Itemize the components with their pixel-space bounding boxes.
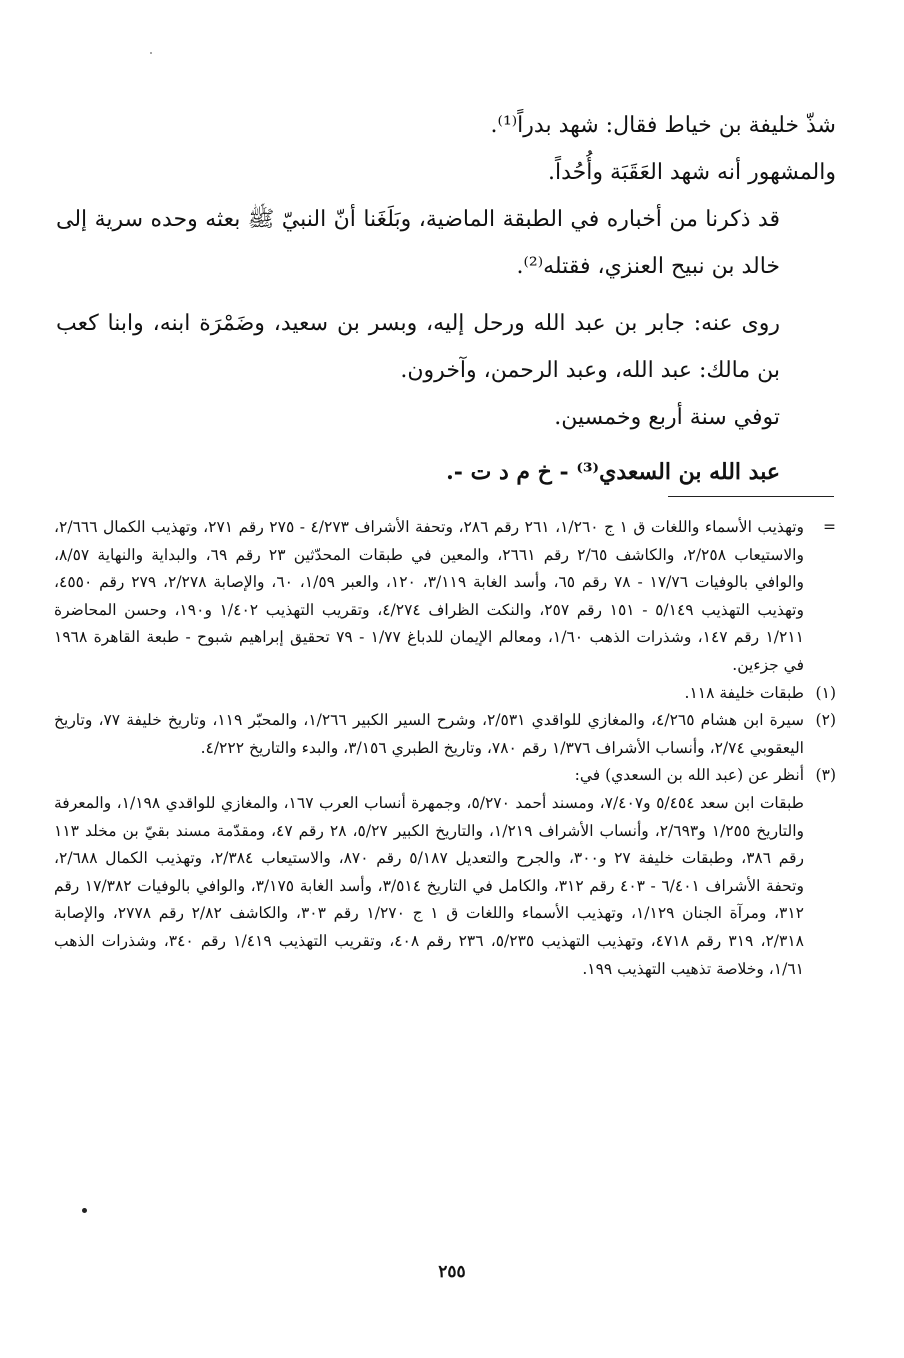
main-line-death: توفي سنة أربع وخمسين. bbox=[554, 405, 780, 430]
continuation-marker: = bbox=[823, 518, 836, 536]
footnote-number: (١) bbox=[815, 683, 836, 702]
footnote-3-sources: طبقات ابن سعد ٥/٤٥٤ و٧/٤٠٧، ومسند أحمد ٥/٢٧٠، وجمهرة أنساب العرب ١٦٧، والمغازي للواقدي ١/١٩٨، والمعرفة والتاريخ ١/٢٥٥ و٢/٦٩٣، وأنساب الأشراف ١/٢١٩، والتاريخ الكبير ٥/٢٧، ٢٨ رقم ٤٧، ومقدّمة مسند بقيّ بن مخلد ١١٣ رقم ٣٨٦، وطبقات خليفة ٢٧ و٣٠٠، والجرح والتعديل ٥/١٨٧ رقم ٨٧٠، والاستيعاب ٢/٣٨٤، وتهذيب الكمال ٢/٦٨٨، وتحفة الأشراف ٦/٤٠١ - ٤٠٣ رقم ٣١٢، والكامل في التاريخ ٣/٥١٤، وأسد الغابة ٣/١٧٥، والوافي بالوفيات ١٧/٣٨٢ رقم ٣١٢، ومرآة الجنان ١/١٢٩، وتهذيب الأسماء واللغات ق ١ ج ١/٢٧٠ رقم ٣٠٣، والكاشف ٢/٨٢ رقم ٢٧٧٨، والإصابة ٢/٣١٨، ٣١٩ رقم ٤٧١٨، وتهذيب التهذيب ٥/٢٣٥، ٢٣٦ رقم ٤٠٨، وتقريب التهذيب ١/٤١٩ رقم ٣٤٠، وشذرات الذهب ١/٦١، وخلاصة تذهيب التهذيب ١٩٩. bbox=[54, 793, 805, 978]
main-line-2: والمشهور أنه شهد العَقَبَة وأُحُداً. bbox=[547, 160, 836, 185]
footnote-text: أنظر عن (عبد الله بن السعدي) في: bbox=[574, 766, 804, 785]
ink-speck bbox=[150, 52, 152, 54]
main-text bbox=[56, 102, 836, 496]
main-paragraph-narrators: روى عنه: جابر بن عبد الله ورحل إليه، وبسر بن سعيد، وضَمْرَة ابنه، وابنا كعب بن مالك: عبد الله، وعبد الرحمن، وآخرون. bbox=[56, 311, 780, 383]
footnote-separator bbox=[668, 496, 834, 497]
footnotes bbox=[54, 514, 836, 983]
footnote-number: (٣) bbox=[815, 766, 836, 785]
footnote-number: (٢) bbox=[815, 711, 836, 730]
footnote-2 bbox=[54, 707, 836, 762]
ink-dot bbox=[82, 1208, 87, 1213]
continuation-text: وتهذيب الأسماء واللغات ق ١ ج ١/٢٦٠، ٢٦١ رقم ٢٨٦، وتحفة الأشراف ٤/٢٧٣ - ٢٧٥ رقم ٢٧١، وتهذيب الكمال ٢/٦٦٦، والاستيعاب ٢/٢٥٨، والكاشف ٢/٦٥ رقم ٢٦٦١، والمعين في طبقات المحدّثين ٢٣ رقم ٦٩، والبداية والنهاية ٨/٥٧، والوافي بالوفيات ١٧/٧٦ - ٧٨ رقم ٦٥، وأسد الغابة ٣/١١٩، ١٢٠، والعبر ١/٥٩، ٦٠، والإصابة ٢/٢٧٨، ٢٧٩ رقم ٤٥٥٠، وتهذيب التهذيب ٥/١٤٩ - ١٥١ رقم ٢٥٧، والنكت الظراف ٤/٢٧٤، وتقريب التهذيب ١/٤٠٢ و١٩٠، وحسن المحاضرة ١/٢١١ رقم ١٤٧، وشذرات الذهب ١/٦٠، ومعالم الإيمان للدباغ ١/٧٧ - ٧٩ تحقيق إبراهيم شبوح - طبعة القاهرة ١٩٦٨ في جزءين. bbox=[54, 518, 805, 674]
footnote-text: سيرة ابن هشام ٤/٢٦٥، والمغازي للواقدي ٢/٥٣١، وشرح السير الكبير ١/٢٦٦، والمحبّر ١١٩، وتاريخ خليفة ٧٧، وتاريخ اليعقوبي ٢/٧٤، وأنساب الأشراف ١/٣٧٦ رقم ٧٨٠، وتاريخ الطبري ٣/١٥٦، والبدء والتاريخ ٤/٢٢٢. bbox=[54, 711, 804, 757]
footnote-continuation bbox=[54, 514, 836, 680]
footnote-3 bbox=[54, 762, 836, 790]
entry-heading-codes: - خ م د ت -. bbox=[446, 459, 577, 485]
footnote-text: طبقات خليفة ١١٨. bbox=[684, 683, 804, 702]
main-paragraph-3: قد ذكرنا من أخباره في الطبقة الماضية، وبَلَغَنا أنّ النبيّ ﷺ بعثه وحده سرية إلى خالد بن نبيح العنزي، فقتله⁽²⁾. bbox=[56, 207, 780, 279]
main-line-1: شذّ خليفة بن خياط فقال: شهد بدراً⁽¹⁾. bbox=[490, 113, 836, 138]
entry-heading-footnote-mark: ⁽³⁾ bbox=[576, 459, 600, 485]
page-number: ٢٥٥ bbox=[438, 1262, 466, 1282]
entry-heading-name: عبد الله بن السعدي bbox=[599, 459, 780, 485]
footnote-1 bbox=[54, 680, 836, 708]
entry-heading bbox=[56, 449, 836, 496]
